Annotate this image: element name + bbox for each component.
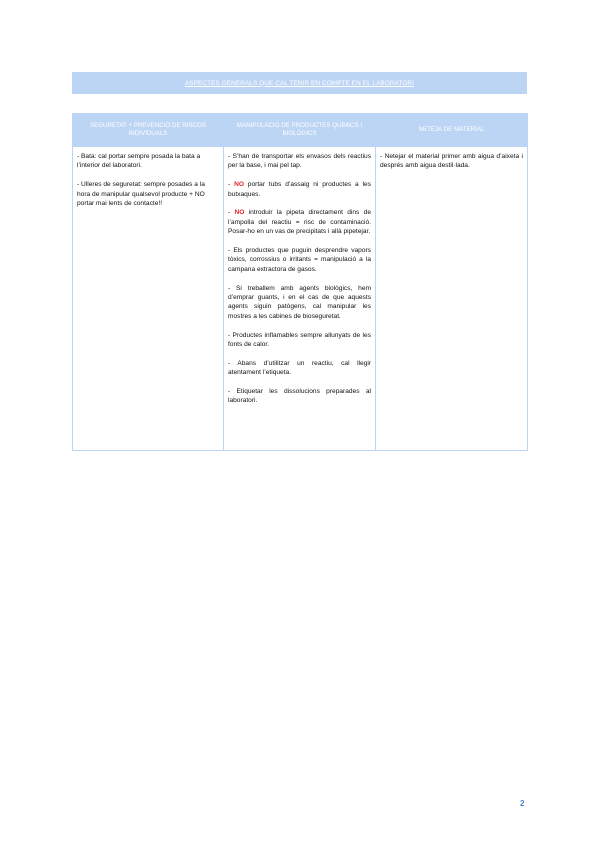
section-banner: [72, 72, 527, 94]
table-header-row: [73, 114, 528, 147]
handling-item-transport: - S’han de transportar els envasos dels reactius per la base, i mai pel tap.: [228, 153, 371, 170]
header-handling: MANIPULACIÓ DE PRODUCTES QUÍMICS I BIOLÒGICS: [224, 114, 376, 147]
handling-item-flammable: - Productes inflamables sempre allunyats de les fonts de calor.: [228, 331, 371, 349]
handling-item-pockets: - NO portar tubs d’assaig ni productes a les butxaques.: [228, 181, 372, 198]
safety-item-coat: - Bata: cal portar sempre posada la bata a l’interior del laboratori.: [77, 153, 201, 170]
cleaning-item: - Netejar el material primer amb aigua d’aixeta i després amb aigua destil·lada.: [380, 153, 523, 170]
handling-item-label-read: - Abans d’utilitzar un reactiu, cal llegir atentament l’etiqueta.: [228, 359, 371, 377]
header-cleaning: NETEJA DE MATERIAL: [376, 114, 528, 147]
handling-cell: [224, 147, 376, 451]
warning-no: NO: [234, 181, 244, 189]
handling-item-pipette: - NO introduir la pipeta directament dins de l’ampolla del reactiu = risc de contaminació. Posar-ho en un vas de precipitats i allà pipetejar.: [228, 209, 371, 236]
safety-item-goggles: - Ulleres de seguretat: sempre posades a la hora de manipular qualsevol producte + NO portar mai lents de contacte!!: [77, 181, 205, 208]
warning-no: NO: [234, 209, 245, 217]
cleaning-cell: [376, 147, 528, 451]
banner-title: ASPECTES GENERALS QUE CAL TENIR EN COMPTE EN EL LABORATORI: [184, 79, 415, 87]
handling-item-biological: - Si treballem amb agents biològics, hem d’emprar guants, i en el cas de que aquests agents siguin patògens, cal manipular les mostres a les cabines de bioseguretat.: [228, 284, 371, 320]
table-row: [73, 147, 528, 451]
safety-cell: [73, 147, 224, 451]
handling-item-label-solutions: - Etiquetar les dissolucions preparades al laboratori.: [228, 388, 371, 405]
guidelines-table: [72, 113, 528, 451]
handling-item-vapors: - Els productes que puguin desprendre vapors tòxics, corrossius o irritants = manipulació a la campana extractora de gasos.: [228, 247, 371, 273]
page-number: 2: [520, 799, 525, 808]
header-safety: SEGURETAT + PREVENCIÓ DE RISCOS INDIVIDUALS: [73, 114, 224, 147]
